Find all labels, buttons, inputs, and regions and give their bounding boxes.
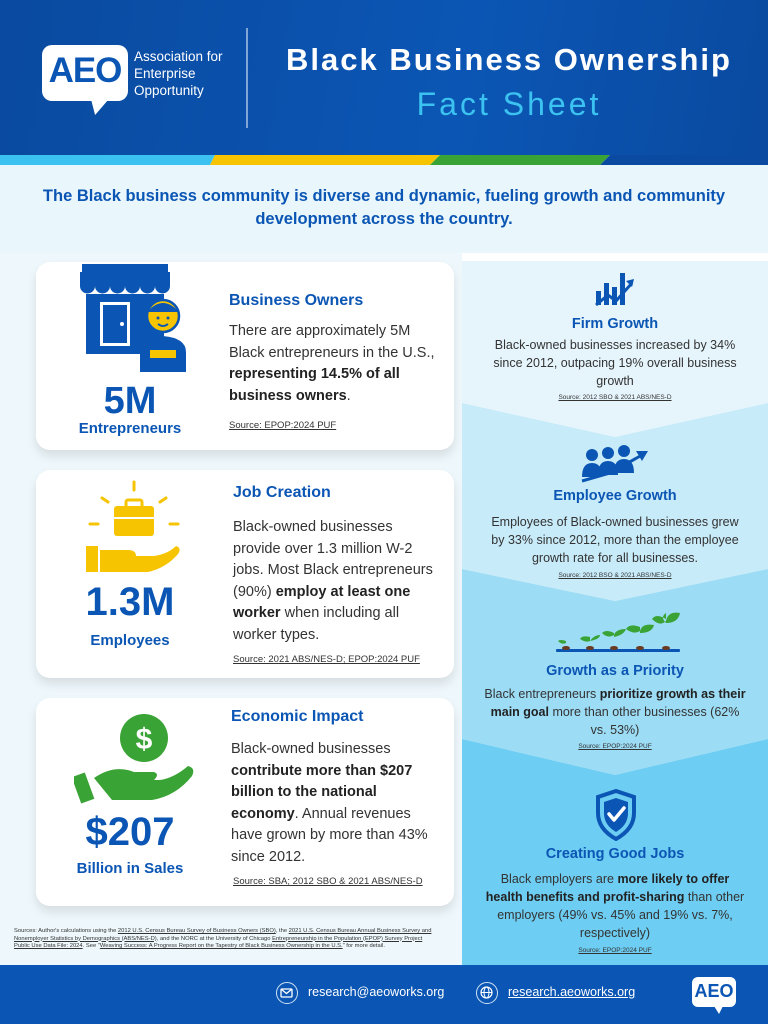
email-link[interactable]: research@aeoworks.org (308, 985, 445, 999)
footnote-link[interactable]: 2012 U.S. Census Bureau Survey of Business Owners (SBO) (117, 928, 276, 934)
footer-aeo-logo[interactable] (692, 977, 736, 1007)
storefront-with-person-icon (78, 264, 194, 376)
body-emphasis: more likely to offer health benefits and profit-sharing (485, 872, 730, 904)
section-body (484, 336, 746, 390)
intro-band (0, 165, 768, 253)
card-body (231, 739, 446, 868)
body-text: Black-owned businesses provide over 1.3 million W-2 jobs. Most Black entrepreneurs (90%) (233, 519, 433, 600)
logo-text: AEO (48, 51, 122, 90)
shield-check-icon (594, 789, 638, 841)
body-text: Black entrepreneurs (484, 687, 600, 701)
growth-chart-icon (594, 269, 636, 309)
section-body (484, 870, 746, 942)
footnote-link[interactable]: Weaving Success: A Progress Report on the Tapestry of Black Business Ownership in the U.S. (99, 943, 343, 949)
svg-text:$: $ (135, 723, 153, 756)
stat-employees: 1.3M (85, 580, 175, 624)
color-stripe (0, 155, 768, 165)
page-title: Black Business Ownership (286, 42, 732, 77)
source-link[interactable]: Source: SBA; 2012 SBO & 2021 ABS/NES-D (233, 876, 423, 887)
source-link[interactable]: Source: EPOP:2024 PUF (578, 947, 652, 954)
card-economic-impact (36, 698, 454, 906)
header (0, 0, 768, 155)
section-title: Creating Good Jobs (545, 846, 685, 862)
card-title: Economic Impact (231, 708, 364, 725)
aeo-logo[interactable] (42, 45, 128, 101)
globe-icon (476, 982, 498, 1004)
right-column (462, 253, 768, 965)
sources-footnote (14, 928, 434, 951)
source-link[interactable]: Source: 2012 SBO & 2021 ABS/NES-D (558, 394, 672, 401)
body-text: Black-owned businesses increased by 34% since 2012, outpacing 19% overall business growth (493, 338, 737, 388)
body-text-end: than other employers (49% vs. 45% and 19% vs. 7%, respectively) (497, 890, 745, 940)
stat-entrepreneurs: 5M (103, 380, 157, 422)
body-emphasis: contribute more than $207 billion to the national economy (231, 762, 413, 822)
email-icon (276, 982, 298, 1004)
footnote-text: " for more detail. (342, 943, 385, 949)
footer (0, 965, 768, 1024)
stat-sales-label: Billion in Sales (76, 860, 184, 877)
body-emphasis: representing 14.5% of all business owners (229, 366, 400, 404)
footnote-text: , the (275, 928, 289, 934)
stat-sales: $207 (85, 810, 175, 854)
section-body (484, 513, 746, 567)
section-body (484, 685, 746, 739)
org-name: Association for Enterprise Opportunity (134, 49, 223, 98)
card-job-creation (36, 470, 454, 678)
footer-logo-text: AEO (694, 981, 734, 1001)
body-text-end: . (346, 387, 351, 404)
body-text: Black employers are (500, 872, 618, 886)
body-text: Employees of Black-owned businesses grew by 33% since 2012, more than the employee growth rate for all businesses. (491, 515, 739, 565)
source-link[interactable]: Source: EPOP:2024 PUF (229, 420, 337, 431)
body-text-end: . Annual revenues have grown by more than 43% since 2012. (231, 805, 428, 865)
footnote-text: . See " (82, 943, 100, 949)
card-business-owners (36, 262, 454, 450)
footnote-text: Sources: Author's calculations using the (14, 928, 118, 934)
header-divider (246, 28, 248, 128)
source-link[interactable]: Source: 2021 ABS/NES-D; EPOP:2024 PUF (233, 654, 420, 665)
body-text-end: when including all worker types. (233, 605, 400, 643)
footnote-link[interactable]: Entrepreneurship in the Population (EPOP) Survey Project Public Use Data File: 2024 (14, 935, 423, 949)
footnote-link[interactable]: 2021 U.S. Census Bureau Annual Business Survey and Nonemployer Statistics by Demographics (ABS/NES-D) (14, 928, 432, 942)
section-title: Employee Growth (553, 488, 677, 504)
people-growth-icon (580, 443, 650, 483)
body-emphasis: prioritize growth as their main goal (490, 687, 746, 719)
intro-text: The Black business community is diverse and dynamic, fueling growth and community development across the country. (42, 187, 726, 228)
stat-entrepreneurs-label: Entrepreneurs (78, 420, 182, 437)
section-title: Growth as a Priority (546, 663, 684, 679)
section-title: Firm Growth (571, 316, 659, 332)
footnote-text: , and the NORC at the University of Chicago (156, 935, 273, 942)
card-title: Job Creation (233, 484, 331, 501)
website-link[interactable]: research.aeoworks.org (508, 985, 636, 999)
source-link[interactable]: Source: EPOP:2024 PUF (578, 743, 652, 750)
page-subtitle: Fact Sheet (416, 86, 602, 122)
card-body (233, 517, 443, 646)
body-emphasis: employ at least one worker (233, 583, 411, 621)
sprouts-icon (556, 611, 680, 655)
source-link[interactable]: Source: 2012 BSO & 2021 ABS/NES-D (558, 572, 672, 579)
stat-employees-label: Employees (90, 632, 170, 649)
card-body (229, 321, 439, 407)
body-text-end: more than other businesses (62% vs. 53%) (548, 705, 740, 737)
card-title: Business Owners (229, 292, 364, 309)
hand-holding-briefcase-icon (76, 480, 196, 580)
body-text: Black-owned businesses (231, 741, 391, 757)
hand-holding-dollar-icon (74, 712, 194, 806)
body-text: There are approximately 5M Black entrepreneurs in the U.S., (229, 323, 435, 361)
